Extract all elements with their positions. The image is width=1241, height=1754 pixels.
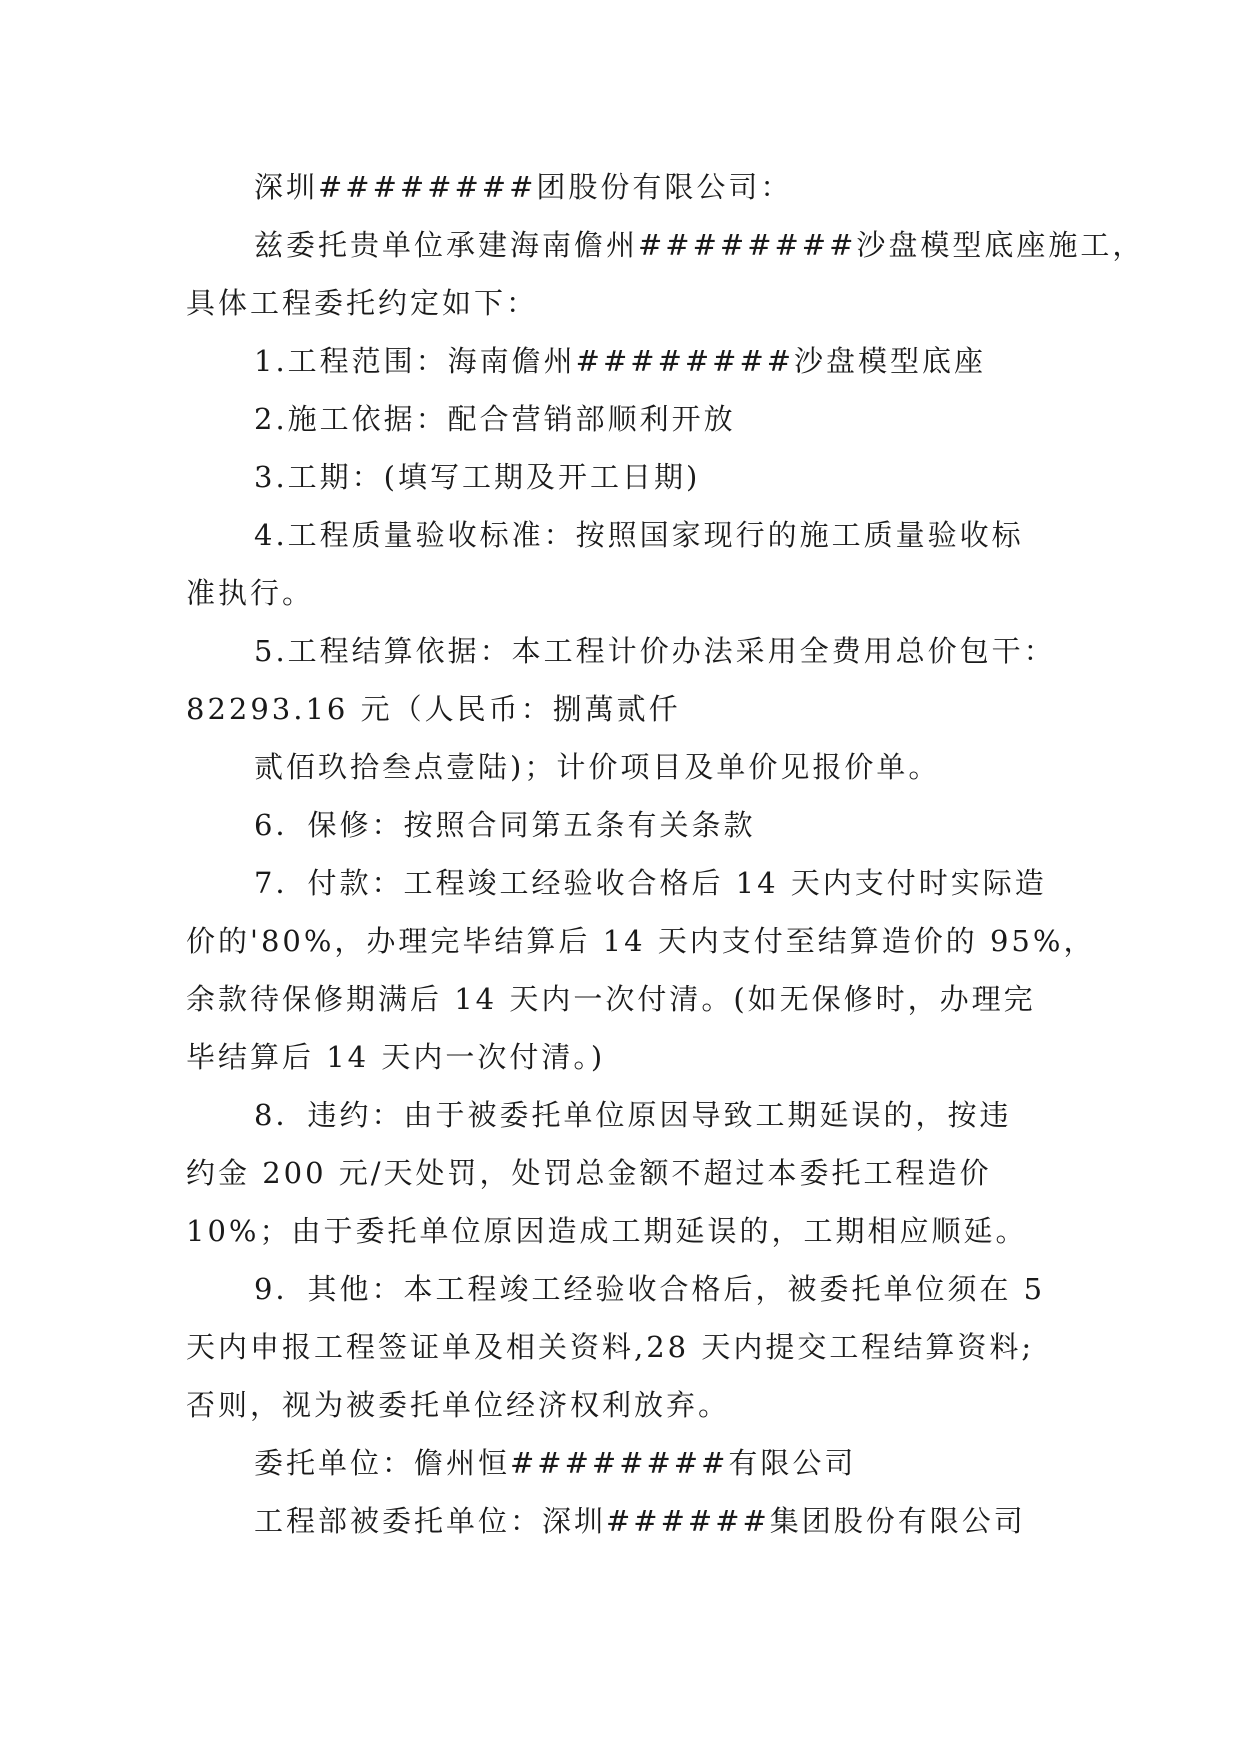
document-line-10: 82293.16 元（人民币：捌萬贰仟 [186,692,681,726]
document-line-7: 4.工程质量验收标准：按照国家现行的施工质量验收标 [254,518,1024,552]
document-body [186,158,1145,1550]
document-line-5: 2.施工依据：配合营销部顺利开放 [254,402,736,436]
document-line-24: 工程部被委托单位：深圳######集团股份有限公司 [254,1504,1026,1538]
document-line-22: 否则，视为被委托单位经济权利放弃。 [186,1388,731,1422]
document-line-1: 深圳########团股份有限公司： [254,170,793,204]
document-line-11: 贰佰玖拾叁点壹陆)；计价项目及单价见报价单。 [254,750,941,784]
document-line-12: 6．保修：按照合同第五条有关条款 [254,808,756,842]
document-line-18: 约金 200 元/天处罚，处罚总金额不超过本委托工程造价 [186,1156,992,1190]
document-line-21: 天内申报工程签证单及相关资料,28 天内提交工程结算资料; [186,1330,1035,1364]
document-line-15: 余款待保修期满后 14 天内一次付清。(如无保修时，办理完 [186,982,1036,1016]
document-line-2: 兹委托贵单位承建海南儋州########沙盘模型底座施工， [254,228,1145,262]
document-line-6: 3.工期：(填写工期及开工日期) [254,460,701,494]
document-line-14: 价的'80%，办理完毕结算后 14 天内支付至结算造价的 95%， [186,924,1096,958]
document-line-19: 10%；由于委托单位原因造成工期延误的，工期相应顺延。 [186,1214,1028,1248]
document-line-13: 7．付款：工程竣工经验收合格后 14 天内支付时实际造 [254,866,1047,900]
document-line-4: 1.工程范围：海南儋州########沙盘模型底座 [254,344,987,378]
document-line-17: 8．违约：由于被委托单位原因导致工期延误的，按违 [254,1098,1012,1132]
document-line-20: 9．其他：本工程竣工经验收合格后，被委托单位须在 5 [254,1272,1046,1306]
document-line-8: 准执行。 [186,576,315,610]
document-line-3: 具体工程委托约定如下： [186,286,539,320]
document-line-9: 5.工程结算依据：本工程计价办法采用全费用总价包干： [254,634,1056,668]
document-line-23: 委托单位：儋州恒########有限公司 [254,1446,857,1480]
document-line-16: 毕结算后 14 天内一次付清。) [186,1040,606,1074]
